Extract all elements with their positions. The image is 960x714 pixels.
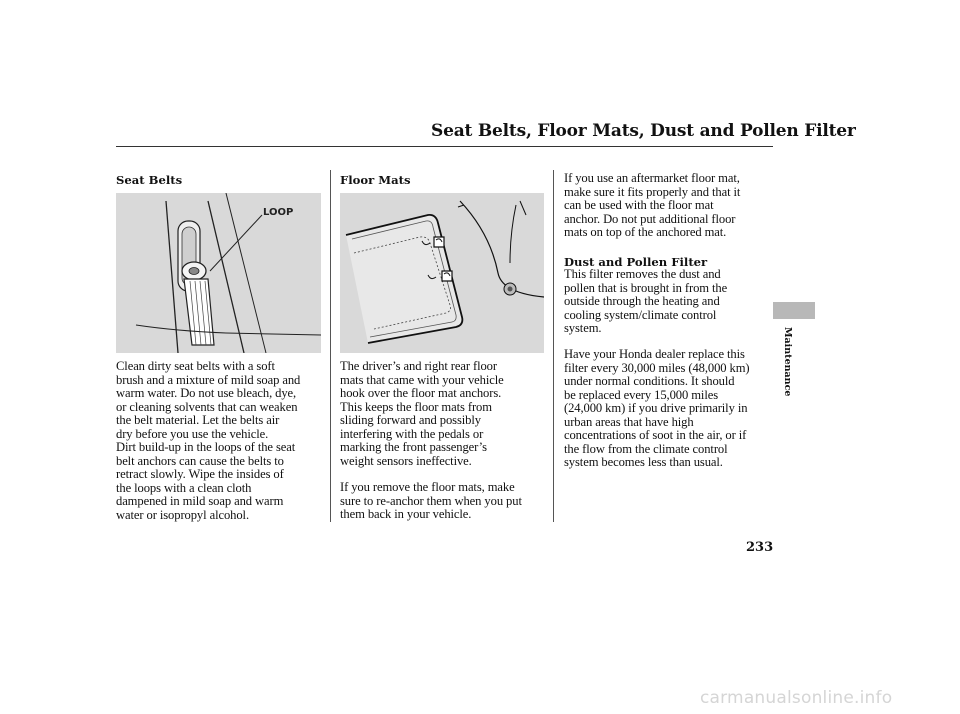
dust-pollen-filter-body: This filter removes the dust and pollen that is brought in from the outside through the heating and cooling system/climate control system.	[564, 267, 728, 335]
floor-mat-anchor-figure	[340, 193, 544, 353]
floor-mat-illustration	[340, 193, 544, 353]
page-number: 233	[746, 540, 774, 555]
seat-belts-heading: Seat Belts	[116, 173, 183, 187]
loop-callout-label: LOOP	[263, 207, 294, 218]
column-divider	[330, 170, 331, 522]
filter-replacement-body: Have your Honda dealer replace this filter every 30,000 miles (48,000 km) under normal conditions. It should be replaced every 15,000 miles (24,000 km) if you drive primarily in urban areas that have high concentrations of soot in the air, or if the flow from the climate control system becomes less than usual.	[564, 347, 750, 469]
floor-mats-reanchor-note: If you remove the floor mats, make sure to re-anchor them when you put them back in your vehicle.	[340, 480, 522, 521]
page-title: Seat Belts, Floor Mats, Dust and Pollen Filter	[431, 121, 856, 141]
section-label: Maintenance	[782, 327, 793, 397]
floor-mats-body: The driver’s and right rear floor mats that came with your vehicle hook over the floor mat anchors. This keeps the floor mats from sliding forward and possibly interfering with the pedals or marking the front passenger’s weight sensors ineffective.	[340, 359, 504, 468]
section-tab	[773, 302, 815, 319]
seat-belt-loop-figure	[116, 193, 321, 353]
floor-mats-heading: Floor Mats	[340, 173, 411, 187]
title-divider	[116, 146, 773, 147]
dust-pollen-filter-heading: Dust and Pollen Filter	[564, 255, 708, 269]
seat-belts-body: Clean dirty seat belts with a soft brush and a mixture of mild soap and warm water. Do not use bleach, dye, or cleaning solvents that can weaken the belt material. Let the belts air dry before you use the vehicle. Dirt build-up in the loops of the seat belt anchors can cause the belts to retract slowly. Wipe the insides of the loops with a clean cloth dampened in mild soap and warm water or isopropyl alcohol.	[116, 359, 301, 522]
watermark: carmanualsonline.info	[700, 688, 893, 708]
aftermarket-mat-body: If you use an aftermarket floor mat, make sure it fits properly and that it can be used with the floor mat anchor. Do not put additional floor mats on top of the anchored mat.	[564, 171, 741, 239]
column-divider	[553, 170, 554, 522]
